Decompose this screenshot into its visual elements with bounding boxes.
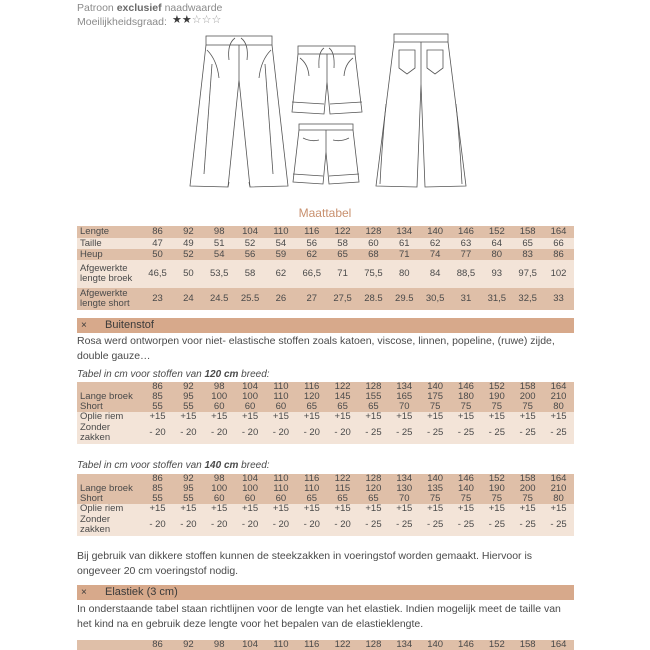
header-blank-cell [77,474,142,484]
table-cell: - 20 [296,514,327,536]
size-header-cell: 140 [420,640,451,650]
table-cell: +15 [512,412,543,422]
table-cell: 31,5 [481,288,512,310]
table-row [77,422,574,444]
table-cell: +15 [389,504,420,514]
table-cell: 27 [296,288,327,310]
table-cell: 60 [204,402,235,412]
table-cell: - 20 [142,514,173,536]
fabric-table-120 [77,382,574,444]
table-cell: +15 [204,504,235,514]
table-cell: - 25 [389,514,420,536]
table-cell: 146 [451,226,482,238]
table-cell: +15 [543,412,574,422]
table-cell: +15 [451,412,482,422]
star-filled-icon: ★ [172,14,182,26]
table-cell: 50 [173,260,204,288]
size-header-cell: 110 [265,382,296,392]
row-label: Taille [77,238,142,249]
size-header-cell: 158 [512,474,543,484]
table-cell: 190 [481,484,512,494]
table-cell: 140 [451,484,482,494]
size-header-row [77,382,574,392]
front-shorts-drawing [292,46,362,114]
table-cell: 60 [235,402,266,412]
table-cell: +15 [265,412,296,422]
size-header-cell: 152 [481,382,512,392]
table-cell: +15 [204,412,235,422]
size-header-cell: 164 [543,382,574,392]
table-cell: 54 [265,238,296,249]
table-cell: 65 [296,494,327,504]
table-cell: 65 [512,238,543,249]
table-cell: 80 [389,260,420,288]
table-row [77,260,574,288]
size-header-cell: 110 [265,474,296,484]
table-cell: - 25 [420,422,451,444]
back-shorts-drawing [293,124,359,184]
table-cell: 23 [142,288,173,310]
table-cell: +15 [327,412,358,422]
table-row [77,504,574,514]
table-cell: 86 [142,226,173,238]
table-cell: 128 [358,226,389,238]
table-cell: 140 [420,226,451,238]
table-cell: 24.5 [204,288,235,310]
table-cell: - 25 [389,422,420,444]
table-cell: 32,5 [512,288,543,310]
size-header-cell: 164 [543,474,574,484]
table-cell: - 25 [543,514,574,536]
table-row [77,484,574,494]
table-cell: 100 [204,484,235,494]
table-cell: - 20 [235,422,266,444]
table-cell: 158 [512,226,543,238]
row-label: Lengte [77,226,142,238]
table-cell: 110 [265,484,296,494]
table-cell: 75 [512,494,543,504]
size-header-cell: 122 [327,474,358,484]
table-cell: 84 [420,260,451,288]
table-cell: 165 [389,392,420,402]
table-cell: 77 [451,249,482,260]
table-cell: - 25 [543,422,574,444]
size-header-cell: 116 [296,640,327,650]
table-cell: 104 [235,226,266,238]
fabric-table-140 [77,474,574,536]
table-cell: 65 [358,402,389,412]
table-cell: +15 [235,412,266,422]
table-cell: 100 [235,484,266,494]
table-cell: 152 [481,226,512,238]
table-cell: +15 [142,412,173,422]
table-cell: +15 [481,504,512,514]
table-row [77,226,574,238]
table-cell: 47 [142,238,173,249]
size-header-cell: 92 [173,474,204,484]
size-header-cell: 122 [327,640,358,650]
table-cell: 200 [512,484,543,494]
table-cell: 62 [296,249,327,260]
size-header-cell: 128 [358,640,389,650]
table-cell: 74 [420,249,451,260]
table-cell: 145 [327,392,358,402]
table-cell: - 20 [327,422,358,444]
size-header-cell: 104 [235,640,266,650]
table-cell: 33 [543,288,574,310]
table-cell: 116 [296,226,327,238]
table-cell: - 20 [235,514,266,536]
row-label: Short [77,494,142,504]
table-cell: 110 [265,392,296,402]
technical-drawings [0,24,650,204]
table-row [77,412,574,422]
row-label: Oplie riem [77,504,142,514]
table-row [77,392,574,402]
table-cell: 80 [481,249,512,260]
table-cell: 70 [389,494,420,504]
table-cell: 83 [512,249,543,260]
elastic-heading: × Elastiek (3 cm) [77,585,574,600]
size-header-cell: 122 [327,382,358,392]
table-cell: 50 [142,249,173,260]
size-header-cell: 116 [296,474,327,484]
outer-fabric-description: Rosa werd ontworpen voor niet- elastische stoffen zoals katoen, viscose, linnen, popeline, (ruwe) zijde, double gauze… [77,335,555,362]
table-cell: 56 [235,249,266,260]
lining-note: Bij gebruik van dikkere stoffen kunnen de steekzakken in voeringstof worden gemaakt. Hiervoor is ongeveer 20 cm voeringstof nodig. [77,550,533,577]
table-cell: 70 [389,402,420,412]
table-cell: 46,5 [142,260,173,288]
table-cell: 75 [420,494,451,504]
table-cell: 60 [204,494,235,504]
back-trousers-drawing [376,34,466,187]
table-cell: 65 [327,494,358,504]
table-cell: 66,5 [296,260,327,288]
table-cell: +15 [543,504,574,514]
row-label: Lange broek [77,484,142,494]
table-cell: 58 [235,260,266,288]
table-cell: +15 [358,504,389,514]
table-cell: 88,5 [451,260,482,288]
table-cell: 115 [327,484,358,494]
table-cell: +15 [358,412,389,422]
table-cell: 75 [451,402,482,412]
table-cell: 66 [543,238,574,249]
table-cell: 75 [481,402,512,412]
table-cell: - 20 [204,514,235,536]
table-cell: 29.5 [389,288,420,310]
table-cell: 85 [142,484,173,494]
table-cell: 55 [142,494,173,504]
table-cell: 31 [451,288,482,310]
table-cell: 68 [358,249,389,260]
table-cell: 65 [358,494,389,504]
table-cell: 95 [173,392,204,402]
table-cell: +15 [265,504,296,514]
table-cell: - 20 [265,422,296,444]
table-cell: 190 [481,392,512,402]
table-cell: 65 [296,402,327,412]
table-cell: 62 [420,238,451,249]
table-cell: 80 [543,402,574,412]
table-cell: 26 [265,288,296,310]
table-cell: - 25 [358,514,389,536]
row-label: Afgewerkte lengte short [77,288,142,310]
table-row [77,249,574,260]
star-empty-icon: ☆ [191,14,202,26]
row-label: Zonder zakken [77,514,142,536]
table-cell: - 25 [451,514,482,536]
table-cell: 210 [543,392,574,402]
table-row [77,514,574,536]
table-140-caption: Tabel in cm voor stoffen van 140 cm breed: [77,460,270,471]
table-cell: +15 [420,412,451,422]
table-cell: - 20 [173,422,204,444]
table-cell: +15 [389,412,420,422]
table-cell: - 25 [481,422,512,444]
row-label: Afgewerkte lengte broek [77,260,142,288]
table-cell: 71 [327,260,358,288]
table-cell: 75 [451,494,482,504]
size-header-cell: 158 [512,382,543,392]
table-cell: 102 [543,260,574,288]
size-header-cell: 152 [481,640,512,650]
table-cell: 56 [296,238,327,249]
table-cell: 55 [173,494,204,504]
table-cell: 134 [389,226,420,238]
table-row [77,402,574,412]
header-blank-cell [77,640,142,650]
outer-fabric-heading: × Buitenstof [77,318,574,333]
table-cell: 135 [420,484,451,494]
table-cell: 180 [451,392,482,402]
row-label: Lange broek [77,392,142,402]
table-row [77,494,574,504]
size-header-cell: 140 [420,474,451,484]
size-header-cell: 164 [543,640,574,650]
table-cell: +15 [235,504,266,514]
table-cell: 55 [173,402,204,412]
table-cell: 175 [420,392,451,402]
table-cell: 100 [235,392,266,402]
size-header-row [77,474,574,484]
size-header-cell: 158 [512,640,543,650]
table-cell: 30,5 [420,288,451,310]
pattern-allowance-note: Patroon exclusief naadwaarde [77,2,223,14]
table-cell: 51 [204,238,235,249]
table-cell: 210 [543,484,574,494]
table-cell: 164 [543,226,574,238]
table-cell: 55 [142,402,173,412]
header-blank-cell [77,382,142,392]
table-cell: 52 [235,238,266,249]
table-cell: - 25 [420,514,451,536]
table-cell: - 20 [296,422,327,444]
table-cell: 60 [265,402,296,412]
table-row [77,288,574,310]
size-header-cell: 140 [420,382,451,392]
size-header-cell: 98 [204,474,235,484]
table-cell: 92 [173,226,204,238]
size-header-cell: 110 [265,640,296,650]
size-header-cell: 104 [235,382,266,392]
size-header-cell: 104 [235,474,266,484]
table-cell: 71 [389,249,420,260]
table-cell: 75 [512,402,543,412]
size-header-cell: 128 [358,382,389,392]
size-header-cell: 152 [481,474,512,484]
table-cell: +15 [481,412,512,422]
table-cell: 63 [451,238,482,249]
table-cell: +15 [420,504,451,514]
table-cell: +15 [173,504,204,514]
size-table [77,226,574,310]
table-cell: - 25 [512,422,543,444]
table-cell: 97,5 [512,260,543,288]
table-cell: 75,5 [358,260,389,288]
table-120-caption: Tabel in cm voor stoffen van 120 cm breed: [77,369,270,380]
difficulty-label: Moeilijkheidsgraad: [77,16,167,28]
size-header-cell: 146 [451,640,482,650]
table-cell: 54 [204,249,235,260]
size-header-cell: 134 [389,640,420,650]
table-cell: 61 [389,238,420,249]
size-header-cell: 146 [451,382,482,392]
table-cell: 65 [327,402,358,412]
table-cell: 64 [481,238,512,249]
table-cell: 62 [265,260,296,288]
size-header-cell: 134 [389,474,420,484]
table-row [77,238,574,249]
table-cell: 155 [358,392,389,402]
cross-icon: × [81,587,87,598]
cross-icon: × [81,320,87,331]
table-cell: +15 [296,412,327,422]
table-cell: 93 [481,260,512,288]
table-cell: - 20 [142,422,173,444]
table-cell: 75 [481,494,512,504]
row-label: Zonder zakken [77,422,142,444]
row-label: Oplie riem [77,412,142,422]
size-header-cell: 134 [389,382,420,392]
size-header-cell: 146 [451,474,482,484]
table-cell: 58 [327,238,358,249]
table-cell: - 25 [512,514,543,536]
table-cell: 110 [296,484,327,494]
size-header-cell: 116 [296,382,327,392]
table-cell: 27,5 [327,288,358,310]
table-cell: 100 [204,392,235,402]
table-cell: +15 [296,504,327,514]
table-cell: 80 [543,494,574,504]
table-cell: 85 [142,392,173,402]
table-cell: 122 [327,226,358,238]
table-cell: 52 [173,249,204,260]
size-header-cell: 92 [173,640,204,650]
star-filled-icon: ★ [181,14,192,26]
row-label: Short [77,402,142,412]
size-header-cell: 86 [142,640,173,650]
table-cell: +15 [512,504,543,514]
table-cell: 25.5 [235,288,266,310]
table-cell: 120 [358,484,389,494]
table-cell: +15 [327,504,358,514]
size-header-cell: 92 [173,382,204,392]
table-cell: 60 [235,494,266,504]
size-header-cell: 86 [142,382,173,392]
table-cell: - 20 [173,514,204,536]
table-cell: 130 [389,484,420,494]
table-cell: 98 [204,226,235,238]
size-table-title: Maattabel [298,206,352,220]
size-header-row [77,640,574,650]
table-cell: 28.5 [358,288,389,310]
size-header-cell: 128 [358,474,389,484]
size-header-cell: 86 [142,474,173,484]
table-cell: +15 [142,504,173,514]
star-empty-icon: ☆ [211,14,222,26]
elastic-description: In onderstaande tabel staan richtlijnen voor de lengte van het elastiek. Indien mogelijk meet de taille van het kind na en gebruik deze lengte voor het bepalen van de elastieklengte. [77,603,561,630]
table-cell: 65 [327,249,358,260]
table-cell: - 20 [204,422,235,444]
table-cell: 60 [358,238,389,249]
table-cell: - 20 [265,514,296,536]
table-cell: 120 [296,392,327,402]
table-cell: 53,5 [204,260,235,288]
table-cell: 200 [512,392,543,402]
table-cell: 95 [173,484,204,494]
table-cell: - 25 [358,422,389,444]
front-trousers-drawing [190,36,288,187]
table-cell: 59 [265,249,296,260]
table-cell: +15 [173,412,204,422]
table-cell: 24 [173,288,204,310]
star-empty-icon: ☆ [201,14,212,26]
table-cell: - 20 [327,514,358,536]
table-cell: 49 [173,238,204,249]
table-cell: +15 [451,504,482,514]
table-cell: - 25 [481,514,512,536]
table-cell: 86 [543,249,574,260]
table-cell: 60 [265,494,296,504]
size-header-cell: 98 [204,382,235,392]
size-header-cell: 98 [204,640,235,650]
table-cell: 75 [420,402,451,412]
elastic-table [77,640,574,650]
table-cell: 110 [265,226,296,238]
table-cell: - 25 [451,422,482,444]
row-label: Heup [77,249,142,260]
